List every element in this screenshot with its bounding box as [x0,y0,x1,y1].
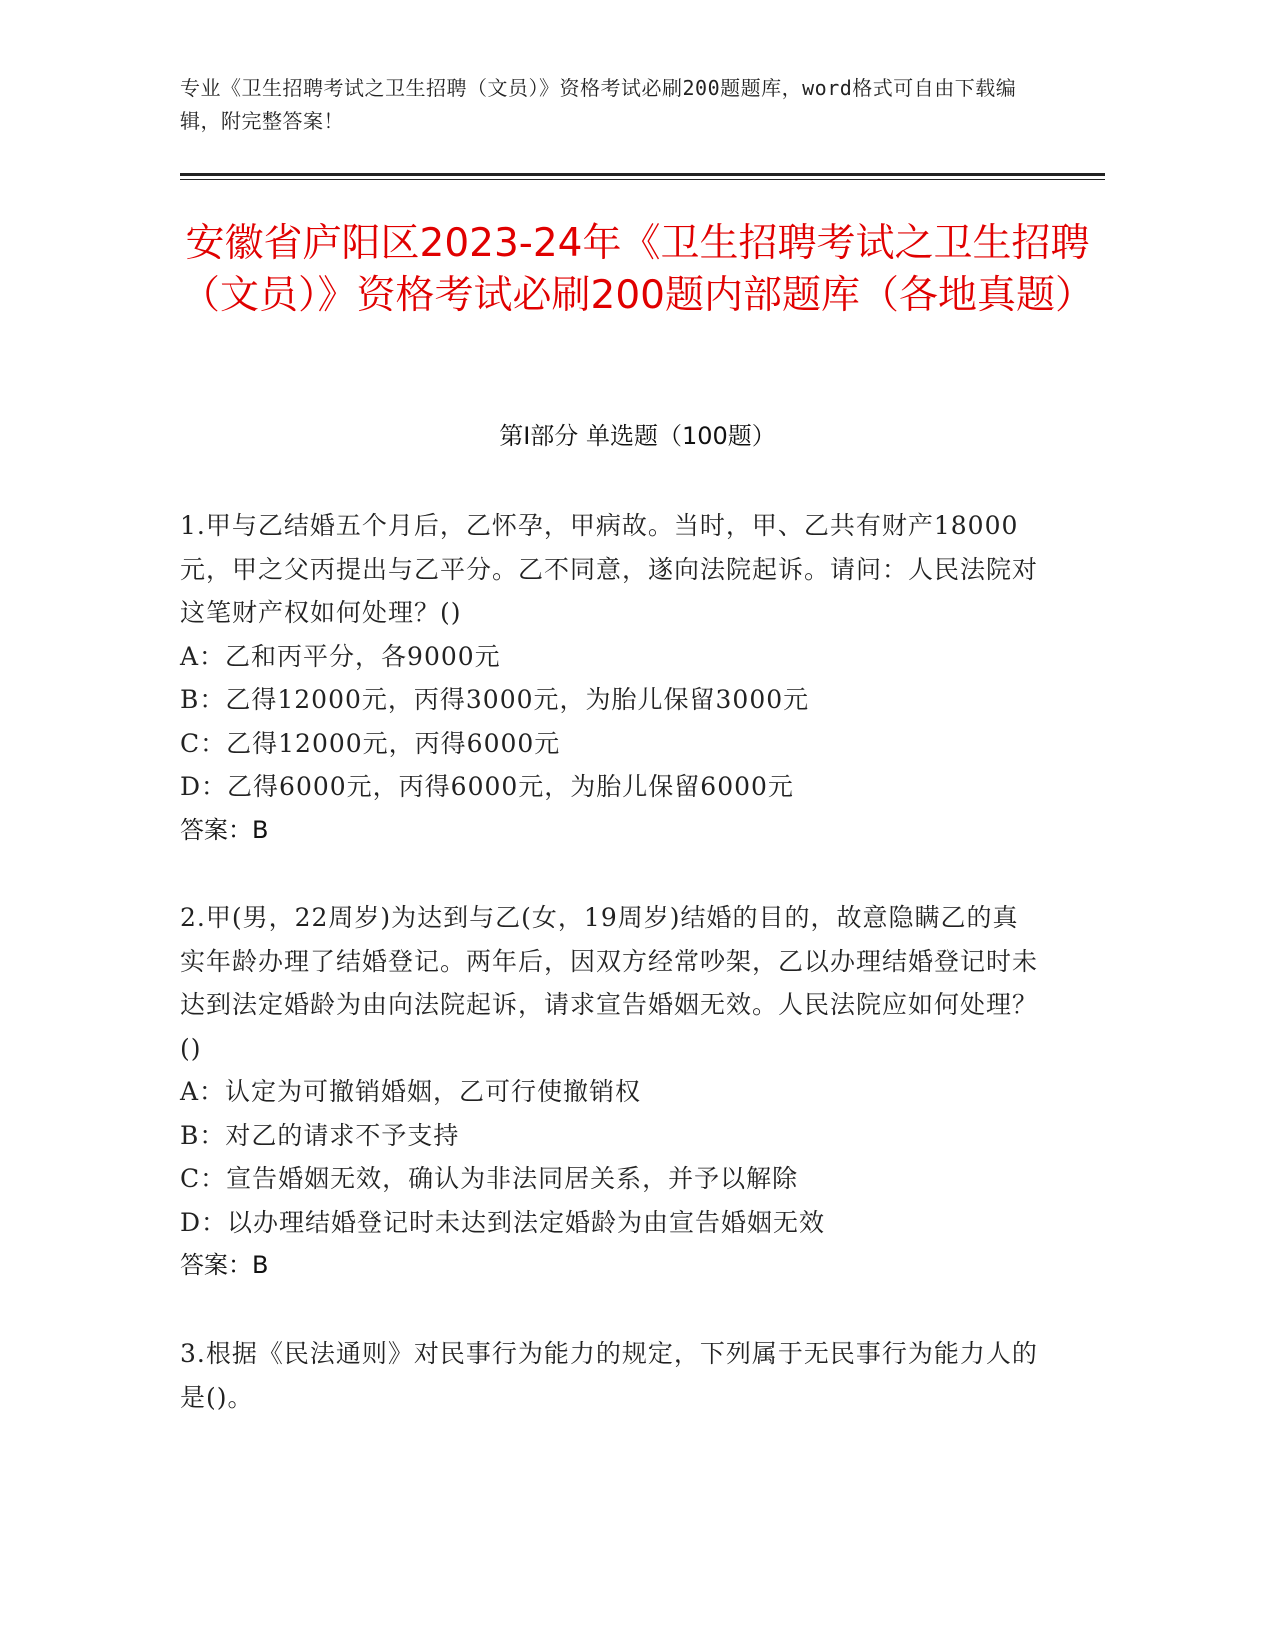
question-stem: 1.甲与乙结婚五个月后，乙怀孕，甲病故。当时，甲、乙共有财产18000元，甲之父丙提出与乙平分。乙不同意，遂向法院起诉。请问：人民法院对这笔财产权如何处理？() [180,511,1039,627]
question-2 [180,896,1040,1288]
section-heading: 第I部分 单选题（100题） [499,422,776,450]
option-a: A：乙和丙平分，各9000元 [180,641,501,671]
option-d: D：乙得6000元，丙得6000元，为胎儿保留6000元 [180,772,794,801]
option-b: B：对乙的请求不予支持 [180,1120,460,1150]
question-1 [180,504,1040,852]
answer: 答案：B [180,815,269,844]
answer: 答案：B [180,1251,269,1279]
option-c: C：乙得12000元，丙得6000元 [180,728,561,758]
header-note: 专业《卫生招聘考试之卫生招聘（文员）》资格考试必刷200题题库，word格式可自由下载编辑，附完整答案！ [180,76,1017,133]
question-stem: 3.根据《民法通则》对民事行为能力的规定，下列属于无民事行为能力人的是()。 [180,1339,1038,1412]
option-a: A：认定为可撤销婚姻，乙可行使撤销权 [180,1077,642,1106]
option-c: C：宣告婚姻无效，确认为非法同居关系，并予以解除 [180,1164,799,1193]
question-stem: 2.甲(男，22周岁)为达到与乙(女，19周岁)结婚的目的，故意隐瞒乙的真实年龄办理了结婚登记。两年后，因双方经常吵架，乙以办理结婚登记时未达到法定婚龄为由向法院起诉，请求宣告婚姻无效。人民法院应如何处理？() [180,903,1039,1063]
question-3 [180,1332,1040,1419]
header-divider-thin [180,179,1105,180]
document-title: 安徽省庐阳区2023-24年《卫生招聘考试之卫生招聘（文员）》资格考试必刷200题内部题库（各地真题） [181,221,1094,318]
option-b: B：乙得12000元，丙得3000元，为胎儿保留3000元 [180,685,810,714]
option-d: D：以办理结婚登记时未达到法定婚龄为由宣告婚姻无效 [180,1207,826,1237]
header-divider-thick [180,173,1105,176]
